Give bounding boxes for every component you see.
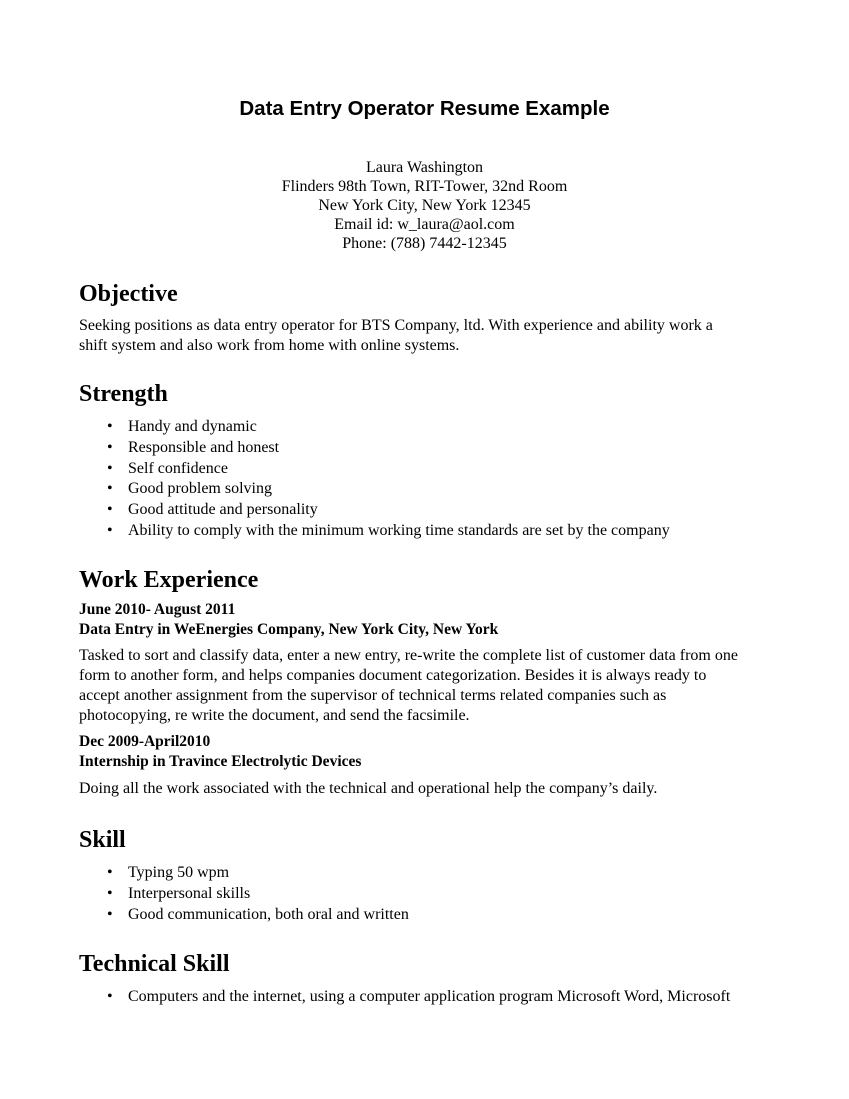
objective-section bbox=[79, 280, 779, 356]
contact-address-line-2: New York City, New York 12345 bbox=[318, 197, 531, 214]
strength-heading: Strength bbox=[79, 381, 168, 407]
job-description-line: form to another form, and helps companies document categorization. Besides it is always ready to bbox=[79, 667, 707, 684]
technical-skill-section bbox=[79, 950, 779, 1008]
contact-email: Email id: w_laura@aol.com bbox=[334, 216, 515, 233]
list-item: • Ability to comply with the minimum working time standards are set by the company bbox=[79, 521, 779, 542]
work-experience-heading: Work Experience bbox=[79, 567, 259, 593]
job-description-line: Tasked to sort and classify data, enter a new entry, re-write the complete list of customer data from one bbox=[79, 647, 738, 664]
list-item: • Handy and dynamic bbox=[79, 417, 779, 438]
strength-section bbox=[79, 380, 779, 542]
job-entry bbox=[79, 600, 779, 726]
page-title: Data Entry Operator Resume Example bbox=[239, 97, 610, 120]
technical-skill-heading: Technical Skill bbox=[79, 951, 230, 977]
list-item: • Responsible and honest bbox=[79, 438, 779, 459]
strength-list bbox=[79, 417, 779, 542]
contact-block bbox=[0, 158, 849, 253]
objective-heading: Objective bbox=[79, 281, 178, 307]
job-description-line: accept another assignment from the supervisor of technical terms related companies such as bbox=[79, 687, 667, 704]
skill-heading: Skill bbox=[79, 827, 126, 853]
objective-text-line: shift system and also work from home with online systems. bbox=[79, 337, 460, 354]
list-item: • Interpersonal skills bbox=[79, 884, 779, 905]
work-experience-section bbox=[79, 566, 779, 799]
list-item: • Good problem solving bbox=[79, 479, 779, 500]
job-description-line: Doing all the work associated with the technical and operational help the company’s daily. bbox=[79, 780, 658, 797]
job-entry bbox=[79, 732, 779, 799]
job-position: Data Entry in WeEnergies Company, New York City, New York bbox=[79, 621, 499, 638]
job-position: Internship in Travince Electrolytic Devices bbox=[79, 753, 362, 770]
job-description-line: photocopying, re write the document, and send the facsimile. bbox=[79, 707, 470, 724]
list-item: • Computers and the internet, using a computer application program Microsoft Word, Microsoft bbox=[79, 987, 779, 1008]
objective-text-line: Seeking positions as data entry operator for BTS Company, ltd. With experience and ability work a bbox=[79, 317, 713, 334]
skill-list bbox=[79, 863, 779, 925]
contact-address-line-1: Flinders 98th Town, RIT-Tower, 32nd Room bbox=[281, 178, 568, 195]
contact-name: Laura Washington bbox=[365, 159, 484, 176]
contact-phone: Phone: (788) 7442-12345 bbox=[342, 235, 507, 252]
skill-section bbox=[79, 826, 779, 925]
list-item: • Typing 50 wpm bbox=[79, 863, 779, 884]
list-item: • Good attitude and personality bbox=[79, 500, 779, 521]
job-dates: June 2010- August 2011 bbox=[79, 601, 236, 618]
job-dates: Dec 2009-April2010 bbox=[79, 733, 211, 750]
list-item: • Good communication, both oral and written bbox=[79, 905, 779, 926]
list-item: • Self confidence bbox=[79, 459, 779, 480]
technical-skill-list bbox=[79, 987, 779, 1008]
